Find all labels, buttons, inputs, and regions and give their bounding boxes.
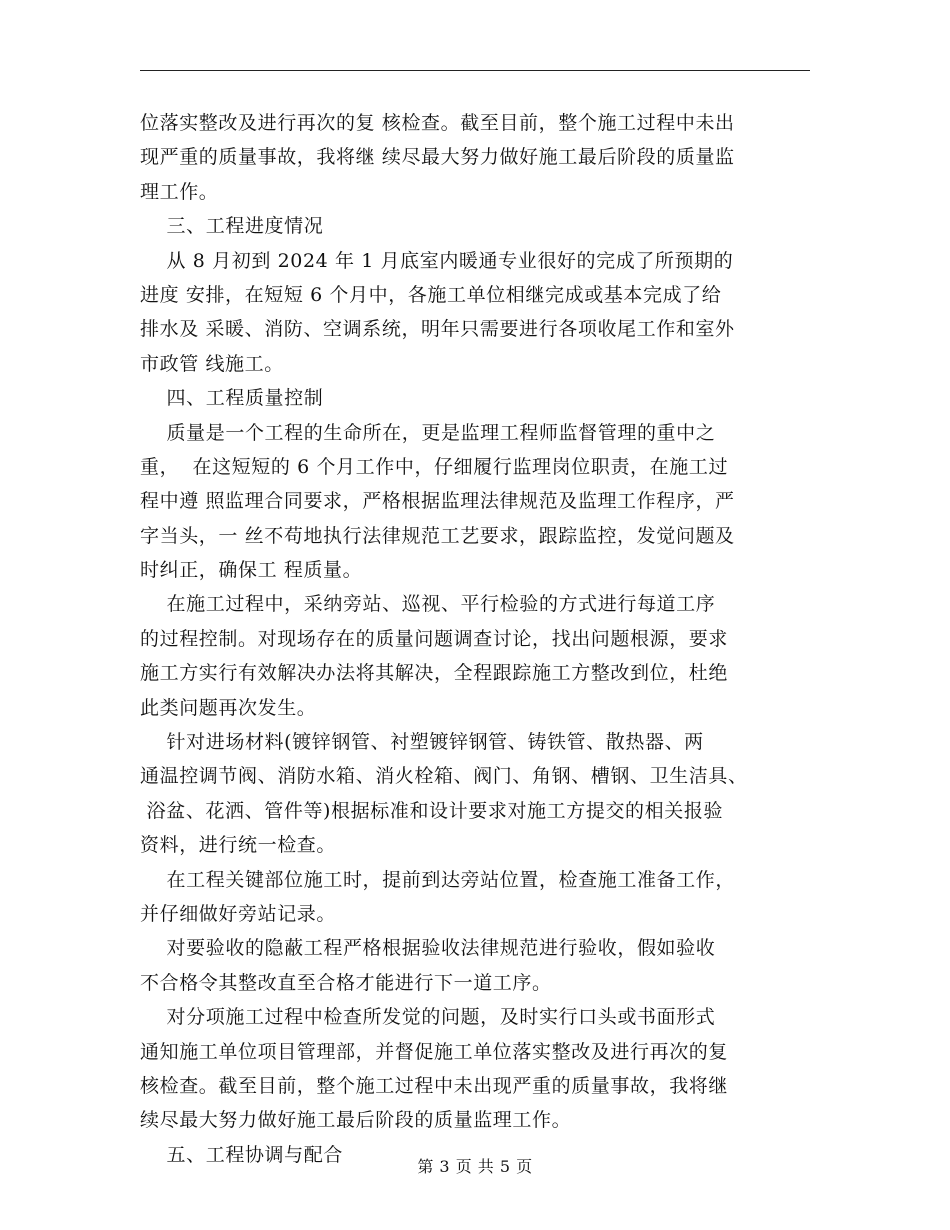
text-line: 重， 在这短短的 6 个月工作中，仔细履行监理岗位职责，在施工过 xyxy=(140,455,729,478)
text-line: 并仔细做好旁站记录。 xyxy=(140,902,337,925)
text-line: 进度 安排，在短短 6 个月中，各施工单位相继完成或基本完成了给 xyxy=(140,283,722,306)
text-line: 针对进场材料(镀锌钢管、衬塑镀锌钢管、铸铁管、散热器、两 xyxy=(140,731,704,754)
text-line: 程中遵 照监理合同要求，严格根据监理法律规范及监理工作程序，严 xyxy=(140,490,735,513)
text-line: 位落实整改及进行再次的复 核检查。截至目前，整个施工过程中未出 xyxy=(140,112,735,134)
header-rule xyxy=(140,70,810,71)
text-line: 浴盆、花洒、管件等)根据标准和设计要求对施工方提交的相关报验 xyxy=(140,799,724,822)
text-line: 字当头，一 丝不苟地执行法律规范工艺要求，跟踪监控，发觉问题及 xyxy=(140,524,735,547)
text-line: 在工程关键部位施工时，提前到达旁站位置，检查施工准备工作， xyxy=(140,868,735,891)
text-line: 现严重的质量事故，我将继 续尽最大努力做好施工最后阶段的质量监 xyxy=(140,146,735,169)
text-line: 在施工过程中，采纳旁站、巡视、平行检验的方式进行每道工序 xyxy=(140,593,716,616)
text-line: 从 8 月初到 2024 年 1 月底室内暖通专业很好的完成了所预期的 xyxy=(140,249,734,272)
document-body xyxy=(140,106,810,1172)
page-number: 第 3 页 共 5 页 xyxy=(417,1157,533,1176)
section-heading: 五、工程协调与配合 xyxy=(140,1143,343,1166)
text-line: 核检查。截至目前，整个施工过程中未出现严重的质量事故，我将继 xyxy=(140,1074,729,1097)
text-line: 市政管 线施工。 xyxy=(140,352,284,375)
text-line: 对要验收的隐蔽工程严格根据验收法律规范进行验收，假如验收 xyxy=(140,937,716,960)
section-heading: 四、工程质量控制 xyxy=(140,387,324,410)
text-line: 通知施工单位项目管理部，并督促施工单位落实整改及进行再次的复 xyxy=(140,1040,729,1063)
text-line: 施工方实行有效解决办法将其解决，全程跟踪施工方整改到位，杜绝 xyxy=(140,662,729,685)
text-line: 排水及 采暖、消防、空调系统，明年只需要进行各项收尾工作和室外 xyxy=(140,318,735,341)
text-line: 资料，进行统一检查。 xyxy=(140,834,337,857)
text-line: 不合格令其整改直至合格才能进行下一道工序。 xyxy=(140,971,552,994)
text-line: 此类问题再次发生。 xyxy=(140,696,317,719)
section-heading: 三、工程进度情况 xyxy=(140,215,324,238)
text-line: 的过程控制。对现场存在的质量问题调查讨论，找出问题根源，要求 xyxy=(140,627,729,650)
text-line: 对分项施工过程中检查所发觉的问题，及时实行口头或书面形式 xyxy=(140,1006,716,1029)
text-line: 续尽最大努力做好施工最后阶段的质量监理工作。 xyxy=(140,1109,572,1132)
text-line: 理工作。 xyxy=(140,180,219,203)
text-line: 时纠正，确保工 程质量。 xyxy=(140,559,363,582)
text-line: 通温控调节阀、消防水箱、消火栓箱、阀门、角钢、槽钢、卫生洁具、 xyxy=(140,765,748,788)
text-line: 质量是一个工程的生命所在，更是监理工程师监督管理的重中之 xyxy=(140,421,716,444)
